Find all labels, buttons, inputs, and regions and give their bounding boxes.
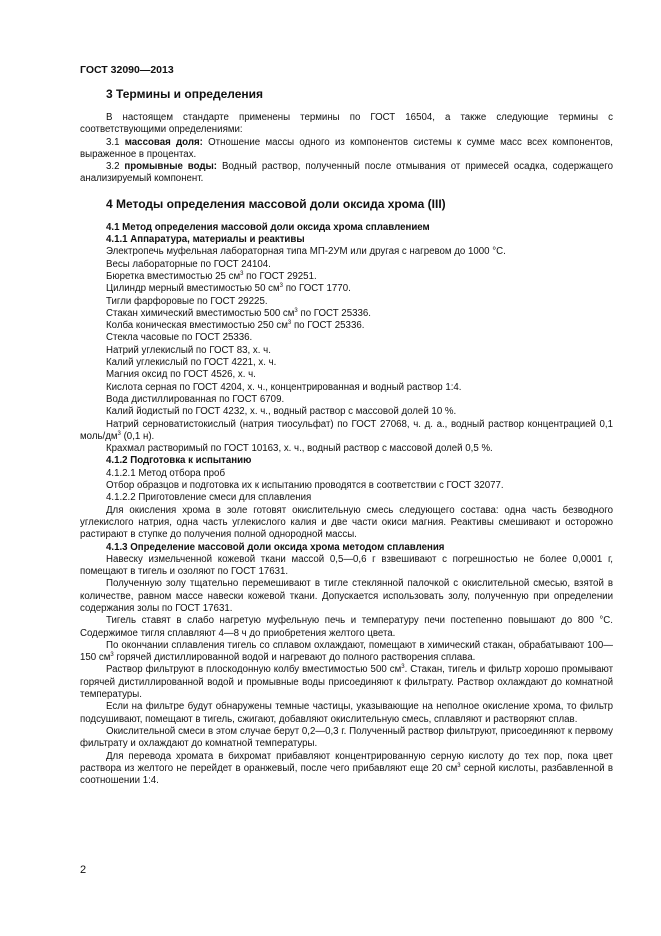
term-3-1-number: 3.1 — [106, 136, 125, 148]
document-header: ГОСТ 32090—2013 — [80, 64, 174, 76]
paragraph: Полученную золу тщательно перемешивают в тигле стеклянной палочкой с окислительной смесью, взятой в количестве, равном массе навески кожевой ткани. Допускается использовать золу, полученную при определении содержания золы по ГОСТ 17631. — [80, 578, 613, 614]
reagent-item: Вода дистиллированная по ГОСТ 6709. — [106, 393, 285, 405]
reagent-item: Калий йодистый по ГОСТ 4232, х. ч., водный раствор с массовой долей 10 %. — [106, 406, 457, 418]
document-body — [80, 86, 613, 787]
equipment-item: Стакан химический вместимостью 500 $см^3$ по ГОСТ 25336. — [106, 307, 371, 319]
reagent-item: Крахмал растворимый по ГОСТ 10163, х. ч., водный раствор с массовой долей 0,5 %. — [106, 443, 493, 455]
term-3-1-definition: Отношение массы одного из компонентов системы к сумме масс всех компонентов, выраженное в процентах. — [80, 136, 613, 160]
paragraph: Окислительной смеси в этом случае берут 0,2—0,3 г. Полученный раствор фильтруют, присоединяют к первому фильтрату и охлаждают до комнатной температуры. — [80, 725, 613, 750]
reagent-item: Калий углекислый по ГОСТ 4221, х. ч. — [106, 357, 277, 369]
reagent-item: Натрий углекислый по ГОСТ 83, х. ч. — [106, 344, 271, 356]
term-3-1 — [80, 137, 613, 162]
paragraph: Навеску измельченной кожевой ткани массой 0,5—0,6 г взвешивают с погрешностью не более 0,0001 г, помещают в тигель и озоляют по ГОСТ 17631. — [80, 553, 613, 578]
equipment-item: Стекла часовые по ГОСТ 25336. — [106, 332, 253, 344]
term-3-2-term: промывные воды: — [124, 161, 218, 173]
equipment-item: Электропечь муфельная лабораторная типа МП-2УМ или другая с нагревом до 1000 °С. — [106, 246, 506, 258]
page-number: 2 — [80, 864, 87, 876]
paragraph: Раствор фильтруют в плоскодонную колбу вместимостью 500 $см^3$. Стакан, тигель и фильтр хорошо промывают горячей дистиллированной водой и промывные воды присоединяют к фильтрату. Раствор охлаждают до комнатной температуры. — [80, 664, 614, 701]
heading-4-1-2-2: 4.1.2.2 Приготовление смеси для сплавления — [106, 492, 312, 504]
heading-4-1-3: 4.1.3 Определение массовой доли оксида хрома методом сплавления — [106, 541, 445, 553]
reagent-item: Кислота серная по ГОСТ 4204, х. ч., концентрированная и водный раствор 1:4. — [106, 381, 462, 393]
term-3-2-definition: Водный раствор, полученный после отмывания от примесей осадка, содержащего анализируемый компонент. — [80, 161, 613, 185]
section-3-intro: В настоящем стандарте применены термины по ГОСТ 16504, а также следующие термины с соответствующими определениями: — [80, 112, 613, 136]
equipment-item: Тигли фарфоровые по ГОСТ 29225. — [106, 295, 268, 307]
paragraph-4-1-2-1: Отбор образцов и подготовка их к испытанию проводятся в соответствии с ГОСТ 32077. — [106, 480, 504, 492]
equipment-item: Бюретка вместимостью 25 $см^3$ по ГОСТ 29251. — [106, 270, 317, 282]
equipment-item: Весы лабораторные по ГОСТ 24104. — [106, 258, 271, 270]
paragraph-4-1-2-2: Для окисления хрома в золе готовят окислительную смесь следующего состава: одна часть безводного углекислого натрия, одна часть углекислого калия и две части окиси магния. Реактивы смешивают и осторожно растирают в ступке до получения полной однородной массы. — [80, 504, 613, 541]
section-4-title: 4 Методы определения массовой доли оксида хрома (III) — [106, 196, 446, 211]
term-3-1-term: массовая доля: — [124, 136, 203, 148]
paragraph: Для перевода хромата в бихромат прибавляют концентрированную серную кислоту до тех пор, пока цвет раствора из желтого не перейдет в оранжевый, после чего прибавляют еще 20 $см^3$ серной кислоты, разбавленной в соотношении 1:4. — [80, 750, 613, 787]
reagent-item: Натрий серноватистокислый (натрия тиосульфат) по ГОСТ 27068, ч. д. а., водный раствор концентрацией 0,1 моль/$дм^3$ (0,1 н). — [80, 418, 613, 442]
reagent-item: Магния оксид по ГОСТ 4526, х. ч. — [106, 369, 256, 381]
heading-4-1-1: 4.1.1 Аппаратура, материалы и реактивы — [106, 234, 305, 246]
paragraph: Если на фильтре будут обнаружены темные частицы, указывающие на неполное окисление хрома, то фильтр подсушивают, помещают в тигель, сжигают, добавляют окислительную смесь, сплавляют и растворяют сплав. — [80, 701, 613, 725]
paragraph: Тигель ставят в слабо нагретую муфельную печь и температуру печи постепенно повышают до 800 °С. Содержимое тигля сплавляют 4—8 ч до приобретения желтого цвета. — [80, 615, 613, 639]
heading-4-1: 4.1 Метод определения массовой доли оксида хрома сплавлением — [106, 221, 430, 233]
section-3-title: 3 Термины и определения — [106, 87, 264, 101]
term-3-2 — [80, 161, 613, 186]
heading-4-1-2-1: 4.1.2.1 Метод отбора проб — [106, 467, 225, 479]
equipment-item: Цилиндр мерный вместимостью 50 $см^3$ по ГОСТ 1770. — [106, 283, 351, 295]
heading-4-1-2: 4.1.2 Подготовка к испытанию — [106, 455, 252, 467]
paragraph: По окончании сплавления тигель со сплавом охлаждают, помещают в химический стакан, обрабатывают 100—150 $см^3$ горячей дистиллированной водой и нагревают до полного растворения сплава. — [80, 639, 613, 664]
term-3-2-number: 3.2 — [106, 161, 125, 173]
equipment-item: Колба коническая вместимостью 250 $см^3$ по ГОСТ 25336. — [106, 320, 365, 332]
